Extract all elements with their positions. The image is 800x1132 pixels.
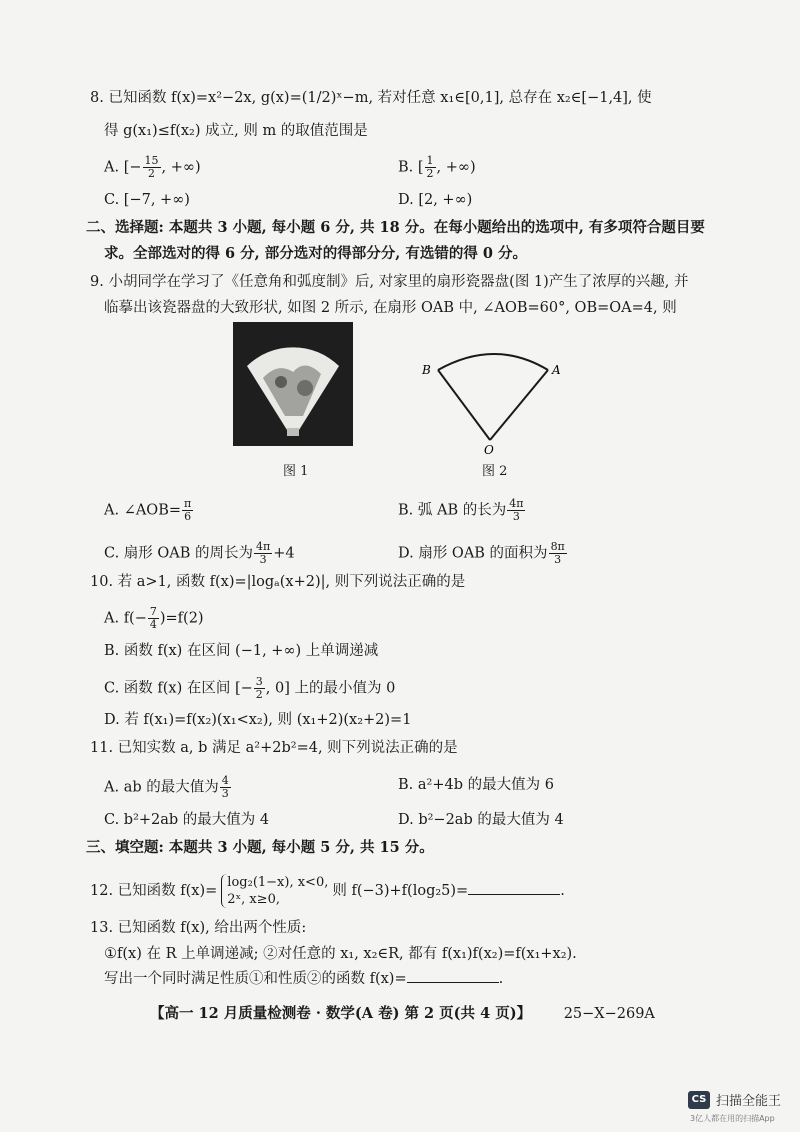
footer-title: 【高一 12 月质量检测卷 · 数学(A 卷) 第 2 页(共 4 页)】 — [150, 1005, 532, 1022]
q10-option-a-suffix: )=f(2) — [159, 610, 204, 627]
point-o-label: O — [484, 443, 494, 455]
figure-2-caption: 图 2 — [482, 464, 508, 479]
section3-heading: 三、填空题: 本题共 3 小题, 每小题 5 分, 共 15 分。 — [86, 839, 434, 856]
q12-end: . — [560, 883, 565, 899]
denominator: 3 — [221, 787, 229, 800]
numerator: 4 — [221, 774, 229, 787]
q8-stem-line2: 得 g(x₁)≤f(x₂) 成立, 则 m 的取值范围是 — [104, 123, 368, 139]
watermark-app-name: 扫描全能王 — [716, 1094, 782, 1109]
fraction — [425, 155, 436, 180]
q10-option-a-prefix: A. f(− — [104, 610, 147, 627]
footer-code: 25−X−269A — [563, 1006, 655, 1022]
q9-stem-line1: 9. 小胡同学在学习了《任意角和弧度制》后, 对家里的扇形瓷器盘(图 1)产生了浓厚的兴趣, 并 — [90, 274, 689, 290]
numerator: 4π — [509, 497, 524, 510]
q9-option-b — [398, 498, 526, 523]
denominator: 2 — [426, 167, 434, 180]
q9-stem-line2: 临摹出该瓷器盘的大致形状, 如图 2 所示, 在扇形 OAB 中, ∠AOB=60°, OB=OA=4, 则 — [104, 300, 677, 316]
q10-stem: 10. 若 a>1, 函数 f(x)=|logₐ(x+2)|, 则下列说法正确的是 — [90, 574, 466, 590]
fraction — [254, 676, 265, 701]
q8-option-c: C. [−7, +∞) — [104, 192, 190, 208]
q10-option-d: D. 若 f(x₁)=f(x₂)(x₁<x₂), 则 (x₁+2)(x₂+2)=1 — [104, 712, 412, 728]
fan-plate-image — [233, 322, 353, 446]
q9-option-c-suffix: +4 — [273, 545, 295, 562]
q8-option-b-suffix: , +∞) — [436, 159, 476, 176]
denominator: 4 — [149, 618, 157, 631]
fan-plate-flower — [297, 380, 313, 396]
q9-option-c-prefix: C. 扇形 OAB 的周长为 — [104, 545, 254, 562]
q11-option-d: D. b²−2ab 的最大值为 4 — [398, 812, 564, 828]
fan-plate-base — [287, 428, 299, 436]
denominator: 3 — [554, 553, 562, 566]
q9-option-b-prefix: B. 弧 AB 的长为 — [398, 502, 507, 519]
numerator: 4π — [256, 540, 271, 553]
piecewise-case-2: 2ˣ, x≥0, — [227, 892, 280, 907]
fraction — [254, 541, 272, 566]
figure-2-sector-diagram — [420, 340, 570, 455]
sector-oab-diagram — [420, 340, 570, 455]
q9-option-c — [104, 541, 295, 566]
q13-properties: ①f(x) 在 R 上单调递减; ②对任意的 x₁, x₂∈R, 都有 f(x₁)f(x₂)=f(x₁+x₂). — [104, 946, 577, 962]
q10-option-b: B. 函数 f(x) 在区间 (−1, +∞) 上单调递减 — [104, 643, 379, 659]
watermark-tagline: 3亿人都在用的扫描App — [690, 1114, 775, 1123]
numerator: 1 — [426, 154, 434, 167]
q12-stem — [90, 872, 565, 910]
q12-question: 则 f(−3)+f(log₂5)= — [332, 883, 469, 899]
q12-answer-blank[interactable] — [468, 880, 560, 895]
q13-end: . — [498, 971, 504, 987]
piecewise-function — [221, 874, 328, 908]
scanner-watermark — [688, 1090, 781, 1109]
q8-option-b — [398, 155, 476, 180]
fraction — [182, 498, 193, 523]
fraction — [549, 541, 567, 566]
fan-plate-flower — [275, 376, 287, 388]
page-footer — [150, 1002, 655, 1023]
q13-answer-blank[interactable] — [407, 968, 499, 983]
numerator: 15 — [144, 154, 159, 167]
q10-option-c-suffix: , 0] 上的最小值为 0 — [265, 680, 396, 697]
fraction — [507, 498, 525, 523]
q11-option-a — [104, 775, 232, 800]
q9-option-d — [398, 541, 568, 566]
q8-option-a-prefix: A. [− — [104, 159, 142, 176]
section2-heading-line2: 求。全部选对的得 6 分, 部分选对的得部分分, 有选错的得 0 分。 — [104, 245, 528, 262]
q8-option-a-suffix: , +∞) — [161, 159, 201, 176]
q11-stem: 11. 已知实数 a, b 满足 a²+2b²=4, 则下列说法正确的是 — [90, 740, 458, 756]
numerator: 7 — [149, 605, 157, 618]
numerator: 3 — [255, 675, 263, 688]
section2-heading-line1: 二、选择题: 本题共 3 小题, 每小题 6 分, 共 18 分。在每小题给出的选项中, 有多项符合题目要 — [86, 219, 705, 236]
q9-option-a-prefix: A. ∠AOB= — [104, 502, 182, 519]
denominator: 3 — [259, 553, 267, 566]
denominator: 2 — [148, 167, 155, 180]
q10-option-c — [104, 676, 395, 701]
figure-1-caption: 图 1 — [283, 464, 309, 479]
q9-option-d-prefix: D. 扇形 OAB 的面积为 — [398, 545, 548, 562]
denominator: 3 — [512, 510, 520, 523]
q13-ask — [104, 968, 503, 989]
numerator: 8π — [550, 540, 565, 553]
numerator: π — [184, 497, 192, 510]
point-a-label: A — [552, 363, 561, 377]
q11-option-a-prefix: A. ab 的最大值为 — [104, 779, 219, 796]
denominator: 2 — [255, 688, 263, 701]
q10-option-c-prefix: C. 函数 f(x) 在区间 [− — [104, 680, 253, 697]
point-b-label: B — [422, 363, 431, 377]
fraction — [148, 606, 159, 631]
figure-1-fan-plate-photo — [233, 322, 353, 446]
fraction — [220, 775, 231, 800]
segment-oa — [490, 370, 548, 440]
denominator: 6 — [184, 510, 192, 523]
arc-ab — [438, 354, 548, 370]
q8-option-d: D. [2, +∞) — [398, 192, 473, 208]
q10-option-a — [104, 606, 204, 631]
q8-stem-line1: 8. 已知函数 f(x)=x²−2x, g(x)=(1/2)ˣ−m, 若对任意 x₁∈[0,1], 总存在 x₂∈[−1,4], 使 — [90, 90, 652, 106]
q12-prefix: 12. 已知函数 f(x)= — [90, 883, 218, 899]
q11-option-c: C. b²+2ab 的最大值为 4 — [104, 812, 270, 828]
q8-option-b-prefix: B. [ — [398, 159, 424, 176]
q13-stem: 13. 已知函数 f(x), 给出两个性质: — [90, 920, 307, 936]
q13-ask-text: 写出一个同时满足性质①和性质②的函数 f(x)= — [104, 971, 407, 987]
q9-option-a — [104, 498, 194, 523]
camscanner-logo-icon: CS — [688, 1091, 710, 1109]
q8-option-a — [104, 155, 201, 180]
fraction — [143, 155, 161, 180]
q11-option-b: B. a²+4b 的最大值为 6 — [398, 777, 554, 793]
segment-ob — [438, 370, 490, 440]
piecewise-case-1: log₂(1−x), x<0, — [227, 875, 329, 890]
